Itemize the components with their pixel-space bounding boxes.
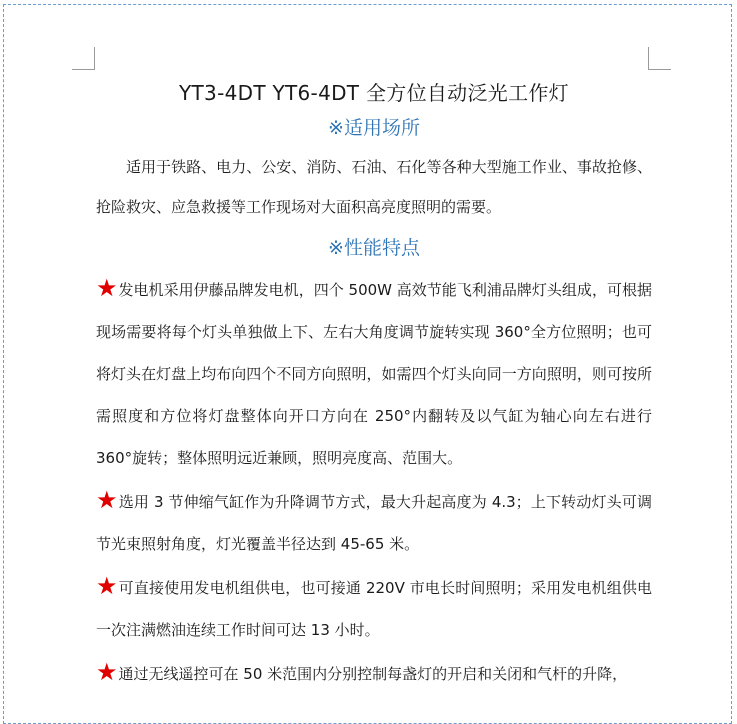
star-bullet-icon: ★ xyxy=(96,274,118,302)
feature-text: 通过无线遥控可在 50 米范围内分别控制每盏灯的开启和关闭和气杆的升降， xyxy=(118,665,628,683)
feature-item xyxy=(96,479,652,565)
feature-item xyxy=(96,267,652,479)
document-page xyxy=(3,4,732,724)
section-heading-features: ※性能特点 xyxy=(328,237,420,259)
feature-item xyxy=(96,651,652,695)
section-heading-applications: ※适用场所 xyxy=(328,117,420,139)
star-bullet-icon: ★ xyxy=(96,572,118,600)
margin-corner-top-right xyxy=(648,47,671,70)
feature-item xyxy=(96,565,652,651)
feature-text: 发电机采用伊藤品牌发电机，四个 500W 高效节能飞利浦品牌灯头组成，可根据现场需要将每个灯头单独做上下、左右大角度调节旋转实现 360°全方位照明；也可将灯头在灯盘上均布向四个不同方向照明，如需四个灯头向同一方向照明，则可按所需照度和方位将灯盘整体向开口方向在 250°内翻转及以气缸为轴心向左右进行 360°旋转；整体照明远近兼顾，照明亮度高、范围大。 xyxy=(96,281,652,467)
star-bullet-icon: ★ xyxy=(96,486,118,514)
feature-text: 可直接使用发电机组供电，也可接通 220V 市电长时间照明；采用发电机组供电一次注满燃油连续工作时间可达 13 小时。 xyxy=(96,579,653,639)
margin-corner-top-left xyxy=(72,47,95,70)
document-body xyxy=(96,75,652,695)
star-bullet-icon: ★ xyxy=(96,658,118,686)
feature-text: 选用 3 节伸缩气缸作为升降调节方式，最大升起高度为 4.3；上下转动灯头可调节光束照射角度，灯光覆盖半径达到 45-65 米。 xyxy=(96,493,652,553)
applications-paragraph: 适用于铁路、电力、公安、消防、石油、石化等各种大型施工作业、事故抢修、抢险救灾、应急救援等工作现场对大面积高亮度照明的需要。 xyxy=(96,158,652,216)
document-title: YT3-4DT YT6-4DT 全方位自动泛光工作灯 xyxy=(179,81,569,105)
